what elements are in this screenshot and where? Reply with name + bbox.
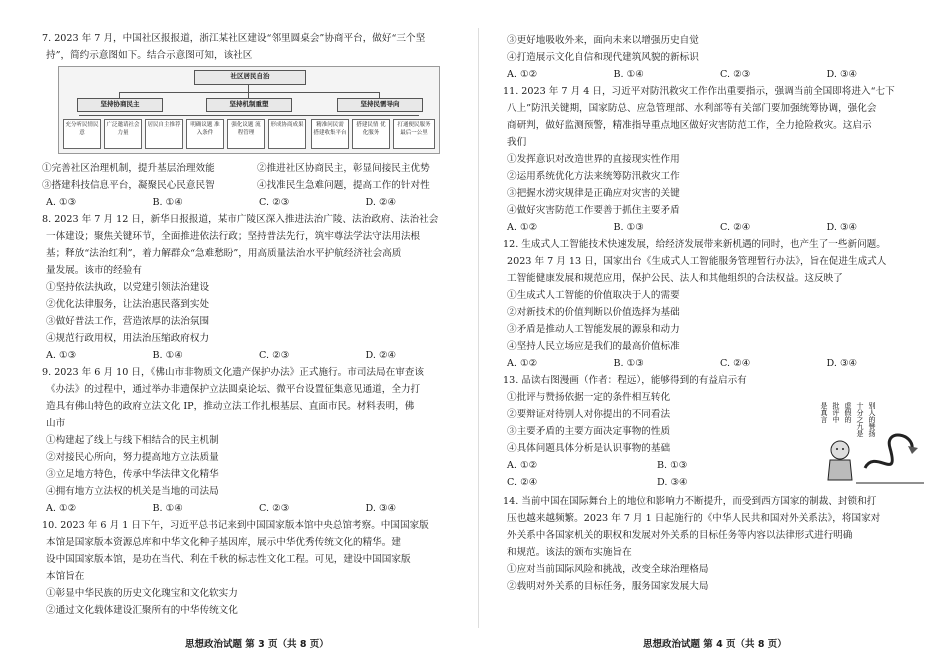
diagram-leaf-1: 充分听民情民意 <box>63 119 101 149</box>
cartoon-text-1: 是真言 <box>820 402 828 423</box>
choice-b[interactable]: B. ①③ <box>657 460 688 471</box>
cartoon-text-3: 虚假的 <box>844 402 852 423</box>
q7-stem-1: 7. 2023 年 7 月，中国社区报报道，浙江某社区建设“邻里圆桌会”协商平台，做好“三个坚 <box>42 33 426 44</box>
q12-option-3: ③矛盾是推动人工智能发展的源泉和动力 <box>507 324 680 335</box>
q11-option-2: ②运用系统优化方法来统筹防汛救灾工作 <box>507 171 680 182</box>
left-column <box>42 30 472 619</box>
q7-option-1: ①完善社区治理机制，提升基层治理效能 <box>42 163 215 174</box>
q11-line-4: 我们 <box>507 137 527 148</box>
q10-line-1: 10. 2023 年 6 月 1 日下午，习近平总书记来到中国国家版本馆中央总馆考察。中国国家版 <box>42 520 429 531</box>
diagram-mid-box-3: 坚持民需导向 <box>337 98 423 112</box>
q14-line-1: 14. 当前中国在国际舞台上的地位和影响力不断提升，而受到西方国家的制裁、封锁和打 <box>503 496 877 507</box>
page-footer-left: 思想政治试题 第 3 页（共 8 页） <box>185 639 329 650</box>
q9-line-4: 山市 <box>46 418 66 429</box>
q8-line-3: 基；释放“法治红利”，着力解群众“急难愁盼”，用高质量法治水平护航经济社会高质 <box>46 248 402 259</box>
page-footer-right: 思想政治试题 第 4 页（共 8 页） <box>643 639 787 650</box>
q10-option-3: ③更好地吸收外来，面向未来以增强历史自觉 <box>507 35 699 46</box>
q10-line-4: 本馆旨在 <box>46 571 85 582</box>
choice-d[interactable]: D. ②④ <box>365 350 397 361</box>
choice-a[interactable]: A. ①② <box>507 460 538 471</box>
q10-line-2: 本馆是国家版本资源总库和中华文化种子基因库，展示中华优秀传统文化的精华。建 <box>46 537 401 548</box>
q8-line-2: 一体建设；聚焦关键环节，全面推进依法行政；坚持普法先行，筑牢尊法学法守法用法根 <box>46 231 421 242</box>
q9-line-3: 造具有佛山特色的政府立法文化 IP，推动立法工作扎根基层、直面市民。材料表明，佛 <box>46 401 415 412</box>
q12-choices <box>503 355 933 372</box>
choice-b[interactable]: B. ①③ <box>613 358 644 369</box>
choice-d[interactable]: D. ③④ <box>826 69 858 80</box>
q7-option-2: ②推进社区协商民主，彰显间接民主优势 <box>257 163 430 174</box>
diagram-leaf-2: 广泛邀请社会力量 <box>104 119 142 149</box>
choice-b[interactable]: B. ①④ <box>152 503 183 514</box>
cartoon-text-4: 十分之九是 <box>856 402 864 437</box>
choice-c[interactable]: C. ②③ <box>720 69 751 80</box>
diagram-leaf-3: 居民自主推荐 <box>145 119 183 149</box>
choice-a[interactable]: A. ①② <box>507 222 538 233</box>
q9-choices <box>42 500 472 517</box>
q12-option-1: ①生成式人工智能的价值取决于人的需要 <box>507 290 680 301</box>
diagram-leaf-7: 精准问民需 搭建收集平台 <box>311 119 349 149</box>
diagram-leaf-5: 强化议题 流程管理 <box>227 119 265 149</box>
choice-b[interactable]: B. ①③ <box>613 222 644 233</box>
choice-a[interactable]: A. ①② <box>46 503 77 514</box>
q13-stem: 13. 品读右图漫画（作者：程远），能够得到的有益启示有 <box>503 375 747 386</box>
choice-c[interactable]: C. ②③ <box>259 197 290 208</box>
diagram-leaf-9: 打通便民服务 最后一公里 <box>393 119 435 149</box>
q9-option-1: ①构建起了线上与线下相结合的民主机制 <box>46 435 219 446</box>
q8-option-4: ④规范行政用权，用法治压缩政府权力 <box>46 333 210 344</box>
q13-cartoon-image <box>820 388 930 488</box>
q12-line-3: 工智能健康发展和规范应用，保护公民、法人和其他组织的合法权益。这反映了 <box>507 273 843 284</box>
choice-a[interactable]: A. ①② <box>507 358 538 369</box>
q13-option-2: ②要辩证对待别人对你提出的不同看法 <box>507 409 671 420</box>
cartoon-text-5: 别人的赞扬 <box>868 402 876 437</box>
q11-line-3: 商研判，做好监测预警，精准指导重点地区做好灾害防范工作，全力抢险救灾。这启示 <box>507 120 872 131</box>
cartoon-text-2: 批评中 <box>832 402 840 423</box>
choice-c[interactable]: C. ②③ <box>259 350 290 361</box>
q8-choices <box>42 347 472 364</box>
choice-d[interactable]: D. ③④ <box>365 503 397 514</box>
choice-d[interactable]: D. ②④ <box>365 197 397 208</box>
q14-line-4: 和规范。该法的颁布实施旨在 <box>507 547 632 558</box>
choice-c[interactable]: C. ②④ <box>507 477 538 488</box>
q7-option-4: ④找准民生急难问题，提高工作的针对性 <box>257 180 430 191</box>
q11-choices <box>503 219 933 236</box>
q10-option-4: ④打造展示文化自信和现代建筑风貌的新标识 <box>507 52 699 63</box>
q7-stem-2: 持”，简约示意图如下。结合示意图可知，该社区 <box>46 50 253 61</box>
q9-option-4: ④拥有地方立法权的机关是当地的司法局 <box>46 486 219 497</box>
choice-a[interactable]: A. ①③ <box>46 197 77 208</box>
q14-option-2: ②载明对外关系的目标任务，服务国家发展大局 <box>507 581 709 592</box>
choice-b[interactable]: B. ①④ <box>152 197 183 208</box>
q11-option-3: ③把握水涝灾规律是正确应对灾害的关键 <box>507 188 680 199</box>
column-divider <box>478 28 479 628</box>
choice-b[interactable]: B. ①④ <box>613 69 644 80</box>
choice-d[interactable]: D. ③④ <box>826 222 858 233</box>
q10-option-2: ②通过文化载体建设汇聚所有的中华传统文化 <box>46 605 238 616</box>
choice-b[interactable]: B. ①④ <box>152 350 183 361</box>
q13-option-3: ③主要矛盾的主要方面决定事物的性质 <box>507 426 671 437</box>
q7-options-row-2 <box>42 177 472 194</box>
q12-option-4: ④坚持人民立场应是我们的最高价值标准 <box>507 341 680 352</box>
q13-option-4: ④具体问题具体分析是认识事物的基础 <box>507 443 671 454</box>
choice-c[interactable]: C. ②③ <box>259 503 290 514</box>
q13-choices <box>503 457 807 491</box>
diagram-leaf-4: 明确议题 准入条件 <box>186 119 224 149</box>
q12-option-2: ②对新技术的价值判断以价值选择为基础 <box>507 307 680 318</box>
choice-a[interactable]: A. ①② <box>507 69 538 80</box>
diagram-leaf-6: 形成协商成果 <box>268 119 306 149</box>
q14-line-2: 压也越来越频繁。2023 年 7 月 1 日起施行的《中华人民共和国对外关系法》，将国家对 <box>507 513 881 524</box>
q9-line-2: 《办法》的过程中，通过举办非遗保护立法圆桌论坛、微平台设置征集意见通道，全力打 <box>46 384 421 395</box>
q14-option-1: ①应对当前国际风险和挑战，改变全球治理格局 <box>507 564 709 575</box>
q12-line-2: 2023 年 7 月 13 日，国家出台《生成式人工智能服务管理暂行办法》，旨在促进生成式人 <box>507 256 887 267</box>
q11-line-1: 11. 2023 年 7 月 4 日，习近平对防汛救灾工作作出重要指示，强调当前全国即将进入“七下 <box>503 86 895 97</box>
diagram-mid-box-2: 坚持机制重塑 <box>206 98 292 112</box>
q7-choices <box>42 194 472 211</box>
q11-option-4: ④做好灾害防范工作要善于抓住主要矛盾 <box>507 205 680 216</box>
q8-line-1: 8. 2023 年 7 月 12 日，新华日报报道，某市广陵区深入推进法治广陵、法治政府、法治社会 <box>42 214 439 225</box>
q7-diagram <box>58 66 440 154</box>
right-column <box>503 32 933 595</box>
diagram-top-box: 社区居民自治 <box>194 70 306 85</box>
q10-option-1: ①彰显中华民族的历史文化瑰宝和文化软实力 <box>46 588 238 599</box>
q8-option-1: ①坚持依法执政，以党建引领法治建设 <box>46 282 210 293</box>
q9-line-1: 9. 2023 年 6 月 10 日，《佛山市非物质文化遗产保护办法》正式施行。市司法局在审查该 <box>42 367 424 378</box>
diagram-leaf-8: 搭建民情 优化服务 <box>352 119 390 149</box>
q8-line-4: 量发展。该市的经验有 <box>46 265 142 276</box>
q10-line-3: 设中国国家版本馆，是功在当代、利在千秋的标志性文化工程。可见，建设中国国家版 <box>46 554 411 565</box>
choice-a[interactable]: A. ①③ <box>46 350 77 361</box>
q14-line-3: 外关系中各国家机关的职权和发展对外关系的目标任务等内容以法律形式进行明确 <box>507 530 853 541</box>
q7-options-row-1 <box>42 160 472 177</box>
choice-d[interactable]: D. ③④ <box>826 358 858 369</box>
q8-option-3: ③做好普法工作，营造浓厚的法治氛围 <box>46 316 210 327</box>
choice-c[interactable]: C. ②④ <box>720 358 751 369</box>
q9-option-3: ③立足地方特色，传承中华法律文化精华 <box>46 469 219 480</box>
q11-line-2: 八上”防汛关键期，国家防总、应急管理部、水利部等有关部门要加强统筹协调，强化会 <box>507 103 877 114</box>
q13-option-1: ①批评与赞扬依据一定的条件相互转化 <box>507 392 671 403</box>
q11-option-1: ①发挥意识对改造世界的直接现实性作用 <box>507 154 680 165</box>
q8-option-2: ②优化法律服务，让法治惠民落到实处 <box>46 299 210 310</box>
q10-choices <box>503 66 933 83</box>
q7-option-3: ③搭建科技信息平台，凝聚民心民意民智 <box>42 180 215 191</box>
choice-c[interactable]: C. ②④ <box>720 222 751 233</box>
diagram-mid-box-1: 坚持协商民主 <box>77 98 163 112</box>
q9-option-2: ②对接民心所向，努力提高地方立法质量 <box>46 452 219 463</box>
choice-d[interactable]: D. ③④ <box>657 477 688 488</box>
q12-line-1: 12. 生成式人工智能技术快速发展，给经济发展带来新机遇的同时，也产生了一些新问题。 <box>503 239 886 250</box>
